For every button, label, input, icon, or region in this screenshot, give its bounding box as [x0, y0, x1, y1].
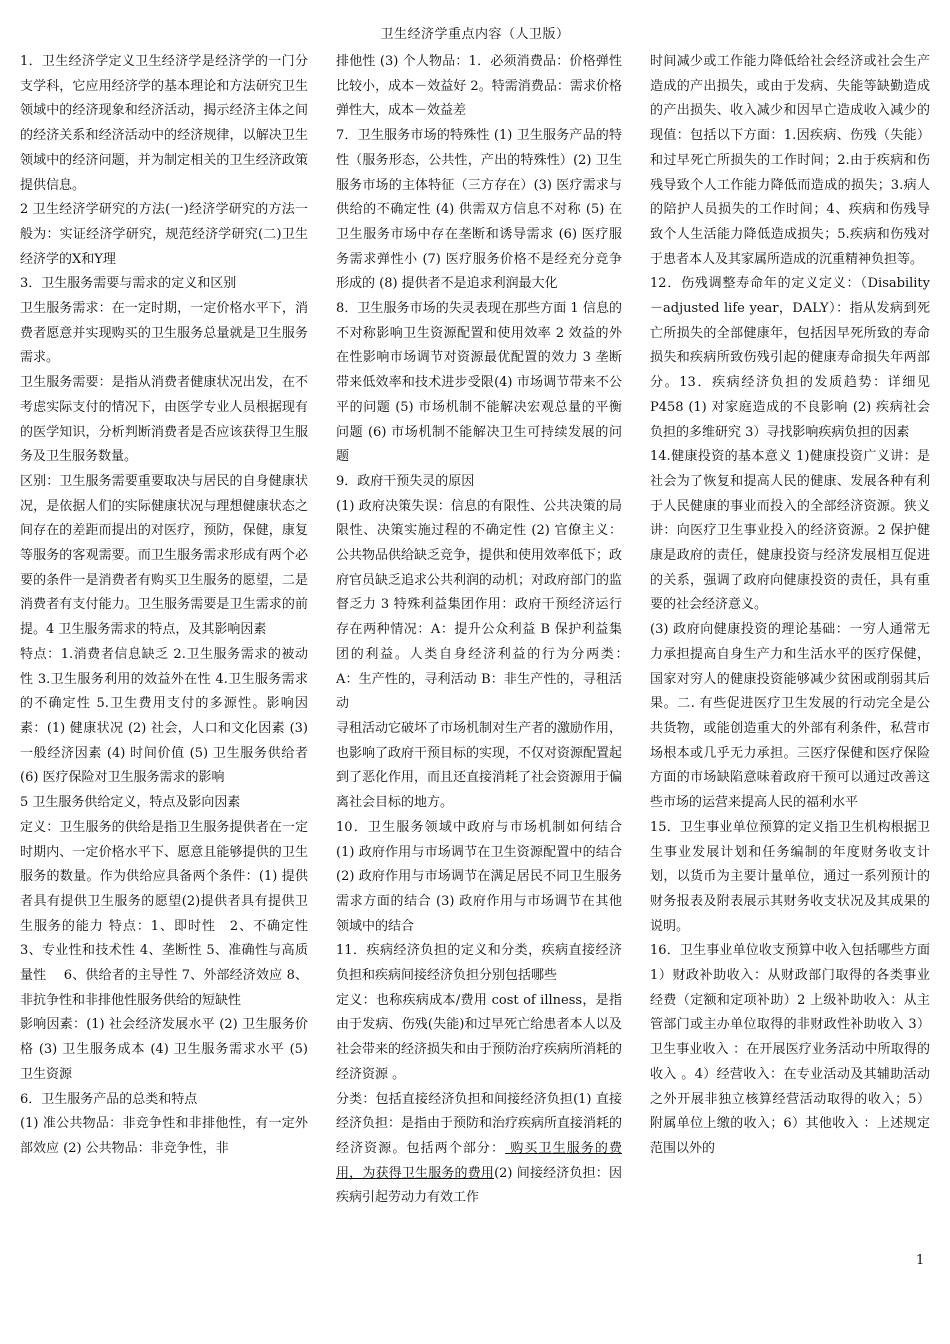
- paragraph: 寻租活动它破坏了市场机制对生产者的激励作用，也影响了政府干预目标的实现，不仅对资源配置起到了恶化作用，而且还直接消耗了社会资源用于偏离社会目标的地方。: [336, 720, 623, 811]
- paragraph: 7．卫生服务市场的特殊性 (1) 卫生服务产品的特性（服务形态，公共性，产出的特殊性）(2) 卫生服务市场的主体特征（三方存在）(3) 医疗需求与供给的不确定性 (4) 供需双方信息不对称 (5) 在卫生服务市场中存在垄断和诱导需求 (6) 医疗服务需求弹性小 (7) 医疗服务价格不是经充分竞争形成的 (8) 提供者不是追求利润最大化: [336, 128, 622, 292]
- paragraph: 定义：卫生服务的供给是指卫生服务提供者在一定时期内、一定价格水平下、愿意且能够提供的卫生服务的数量。作为供给应具备两个条件：(1) 提供者具有提供卫生服务的愿望(2)提供者具有提供卫生服务的能力 特点：1、即时性 2、不确定性 3、专业性和技术性 4、垄断性 5、准确性与高质量性 6、供给者的主导性 7、外部经济效应 8、非抗争性和非排他性服务供给的短缺性: [20, 819, 308, 1008]
- paragraph: [336, 1088, 622, 1212]
- paragraph: 1．卫生经济学定义卫生经济学是经济学的一门分支学科，它应用经济学的基本理论和方法研究卫生领域中的经济现象和经济活动，揭示经济主体之间的经济关系和经济活动中的经济规律，以解决卫生领域中的经济问题，并为制定相关的卫生经济政策提供信息。: [20, 54, 308, 193]
- paragraph: 卫生服务需要：是指从消费者健康状况出发，在不考虑实际支付的情况下，由医学专业人员根据现有的医学知识，分析判断消费者是否应该获得卫生服务及卫生服务数量。: [20, 375, 308, 465]
- underlined-text: 购买: [505, 1140, 539, 1156]
- paragraph: 卫生服务需求：在一定时期，一定价格水平下，消费者愿意并实现购买的卫生服务总量就是卫生服务需求。: [20, 301, 308, 366]
- paragraph: 5 卫生服务供给定义，特点及影向因素: [20, 795, 241, 811]
- paragraph: (1) 准公共物品：非竞争性和非排他性，有一定外部效应 (2) 公共物品：非竞争性，非: [20, 1116, 308, 1156]
- paragraph: (1) 政府决策失误：信息的有限性、公共决策的局限性、决策实施过程的不确定性 (2) 官僚主义：公共物品供给缺乏竞争，提供和使用效率低下；政府官员缺乏追求公共利润的动机；对政府部门的监督乏力 3 特殊利益集团作用：政府干预经济运行存在两种情况：A：提升公众利益 B 保护利益集团的利益。人类自身经济利益的行为分两类： A：生产性的，寻利活动 B：非生产性的，寻租活动: [336, 498, 636, 712]
- paragraph: 10．卫生服务领域中政府与市场机制如何结合 (1) 政府作用与市场调节在卫生资源配置中的结合 (2) 政府作用与市场调节在满足居民不同卫生服务需求方面的结合 (3) 政府作用与市场调节在其他领域中的结合: [336, 819, 622, 934]
- paragraph: (3) 政府向健康投资的理论基础：一穷人通常无力承担提高自身生产力和生活水平的医疗保健，国家对穷人的健康投资能够减少贫困或削弱其后果。二. 有些促进医疗卫生发展的行动完全是公共货物，或能创造重大的外部有利条件，私营市场根本或几乎无力承担。三医疗保健和医疗保险方面的市场缺陷意味着政府干预可以通过改善这些市场的运营来提高人民的福利水平: [650, 622, 930, 811]
- page-number: 1: [916, 1253, 925, 1268]
- paragraph: 9．政府干预失灵的原因: [336, 473, 475, 489]
- text-run: 分类：包括直接经济负担和间接经济负担(1) 直接经济负担：是指由于预防和治疗疾病所直接消耗的经济资源。包括两个部分：: [336, 1091, 623, 1156]
- paragraph: 12．伤残调整寿命年的定义定义：（Disability－adjusted life year，DALY）：指从发病到死亡所损失的全部健康年，包括因早死所致的寿命损失和疾病所致伤残引起的健康寿命损失年两部分。13．疾病经济负担的发质趋势：详细见 P458 (1) 对家庭造成的不良影响 (2) 疾病社会负担的多维研究 3）寻找影响疾病负担的因素: [650, 276, 930, 440]
- paragraph: 11．疾病经济负担的定义和分类，疾病直接经济负担和疾病间接经济负担分别包括哪些: [336, 943, 622, 984]
- paragraph: 区别：卫生服务需要重要取决与居民的自身健康状况，是依据人们的实际健康状况与理想健康状态之间存在的差距而提出的对医疗，预防，保健，康复等服务的客观需要。而卫生服务需求形成有两个必要的条件一是消费者有购买卫生服务的愿望，二是消费者有支付能力。卫生服务需要是卫生需求的前提。4 卫生服务需求的特点，及其影响因素: [20, 473, 308, 638]
- paragraph: 特点：1.消费者信息缺乏 2.卫生服务需求的被动性 3.卫生服务利用的效益外在性 4.卫生服务需求的不确定性 5.卫生费用支付的多源性。影响因素：(1) 健康状况 (2) 社会，人口和文化因素 (3) 一般经济因素 (4) 时间价值 (5) 卫生服务供给者 (6) 医疗保险对卫生服务需求的影响: [20, 646, 308, 786]
- paragraph: 8．卫生服务市场的失灵表现在那些方面 1 信息的不对称影响卫生资源配置和使用效率 2 效益的外在性影响市场调节对资源最优配置的效力 3 垄断带来低效率和技术进步受限(4) 市场调节带来不公平的问题 (5) 市场机制不能解决宏观总量的平衡问题 (6) 市场机制不能解决卫生可持续发展的问题: [336, 301, 622, 465]
- paragraph: 时间减少或工作能力降低给社会经济或社会生产造成的产出损失，或由于发病、失能等缺勤造成的产出损失、收入减少和因早亡造成收入减少的现值：包括以下方面：1.因疾病、伤残（失能）和过早死亡所损失的工作时间；2.由于疾病和伤残导致个人工作能力降低而造成的损失；3.病人的陪护人员损失的工作时间；4、疾病和伤残导致个人生活能力降低造成损失；5.疾病和伤残对于患者本人及其家属所造成的沉重精神负担等。: [650, 54, 930, 267]
- paragraph: 排他性 (3) 个人物品：1．必须消费品：价格弹性比较小，成本－效益好 2。特需消费品：需求价格弹性大，成本－效益差: [336, 54, 622, 119]
- paragraph: 2 卫生经济学研究的方法(一)经济学研究的方法一般为：实证经济学研究，规范经济学研究(二)卫生经济学的X和Y理: [20, 202, 308, 267]
- paragraph: 6．卫生服务产品的总类和特点: [20, 1091, 198, 1107]
- text-column-2: [336, 50, 636, 1211]
- underlined-text: 卫生服务的费用，为获得卫生服务的费用: [336, 1140, 622, 1181]
- paragraph: 15．卫生事业单位预算的定义指卫生机构根据卫生事业发展计划和任务编制的年度财务收支计划，以货币为主要计量单位，通过一系列预计的财务报表及附表展示其财务收支状况及其成果的说明。: [650, 819, 930, 934]
- document-title: 卫生经济学重点内容（人卫版）: [380, 27, 570, 42]
- paragraph: 3．卫生服务需要与需求的定义和区别: [20, 276, 237, 292]
- paragraph: 定义：也称疾病成本/费用 cost of illness，是指由于发病、伤残(失能)和过早死亡给患者本人以及社会带来的经济损失和由于预防治疗疾病所消耗的经济资源 。: [336, 992, 623, 1082]
- text-run: (2) 间接经济负担：因疾病引起劳动力有效工作: [336, 1165, 622, 1206]
- text-column-1: [20, 50, 308, 1162]
- paragraph: 16．卫生事业单位收支预算中收入包括哪些方面 1）财政补助收入：从财政部门取得的各类事业经费（定额和定项补助）2 上级补助收入：从主管部门或主办单位取得的非财政性补助收入 3）卫生事业收入 ：在开展医疗业务活动中所取得的收入 。4）经营收入：在专业活动及其辅助活动之外开展非独立核算经营活动取得的收入；5）附属单位上缴的收入；6）其他收入 ：上述规定范围以外的: [650, 943, 930, 1156]
- paragraph: 影响因素：(1) 社会经济发展水平 (2) 卫生服务价格 (3) 卫生服务成本 (4) 卫生服务需求水平 (5) 卫生资源: [20, 1017, 308, 1082]
- text-column-3: [650, 50, 930, 1162]
- paragraph: 14.健康投资的基本意义 1)健康投资广义讲：是社会为了恢复和提高人民的健康、发展各种有利于人民健康的事业而投入的全部经济资源。狭义讲：向医疗卫生事业投入的经济资源。2 保护健康是政府的责任，健康投资与经济发展相互促进的关系，强调了政府向健康投资的责任，具有重要的社会经济意义。: [650, 449, 930, 613]
